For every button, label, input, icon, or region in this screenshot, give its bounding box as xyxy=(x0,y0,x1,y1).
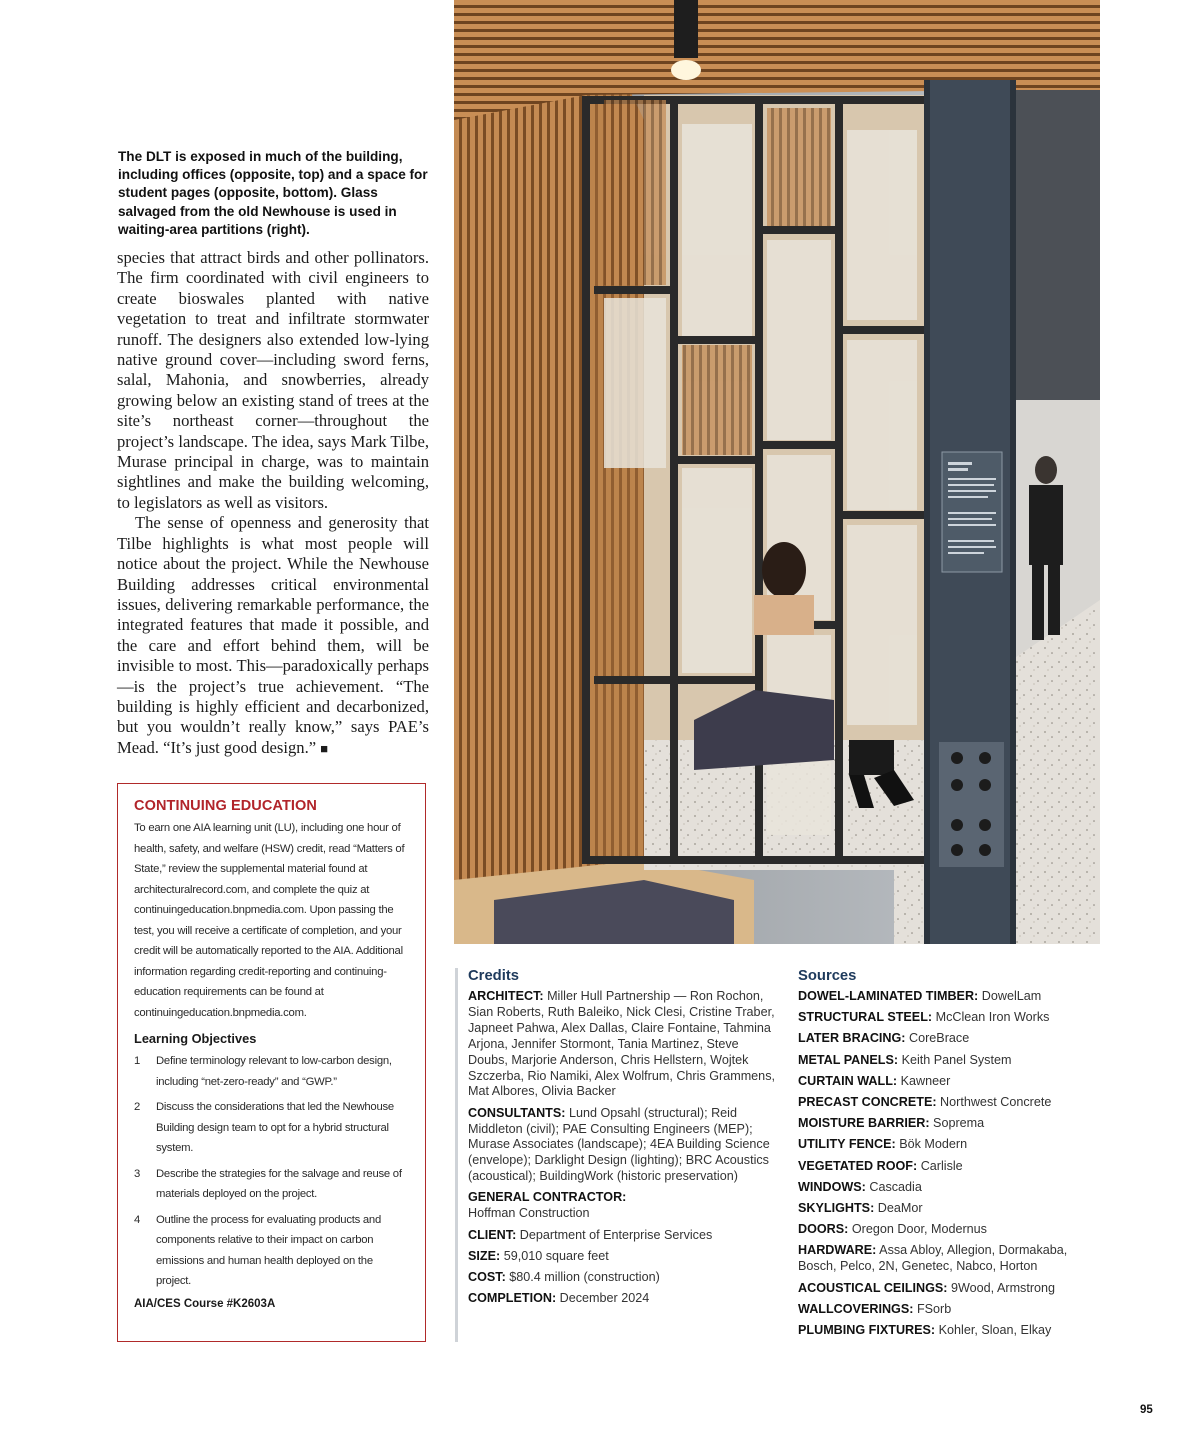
credit-label: SIZE: xyxy=(468,1248,501,1263)
source-label: WALLCOVERINGS: xyxy=(798,1301,914,1316)
page-number: 95 xyxy=(1140,1404,1153,1416)
objective-number: 4 xyxy=(134,1213,141,1226)
source-entry xyxy=(798,1302,1098,1318)
objective-text: Describe the strategies for the salvage and reuse of materials deployed on the project. xyxy=(156,1167,402,1200)
credit-label: COMPLETION: xyxy=(468,1291,557,1306)
credit-entry xyxy=(468,1106,780,1186)
credit-value: Department of Enterprise Services xyxy=(519,1227,713,1242)
objective-number: 3 xyxy=(134,1167,141,1180)
source-label: ACOUSTICAL CEILINGS: xyxy=(798,1280,948,1295)
source-value: Kawneer xyxy=(900,1073,951,1088)
source-label: VEGETATED ROOF: xyxy=(798,1158,918,1173)
credit-entry xyxy=(468,1270,780,1286)
objective-text: Define terminology relevant to low-carbon design, including “net-zero-ready” and “GWP.” xyxy=(156,1055,392,1088)
source-label: UTILITY FENCE: xyxy=(798,1137,896,1152)
source-value: FSorb xyxy=(916,1301,952,1316)
continuing-education-box xyxy=(117,783,426,1342)
source-entry xyxy=(798,1137,1098,1153)
source-entry xyxy=(798,1095,1098,1111)
source-label: STRUCTURAL STEEL: xyxy=(798,1010,933,1025)
credit-value: Hoffman Construction xyxy=(468,1206,590,1221)
objective-text: Outline the process for evaluating products and components relative to their impact on carbon emissions and human health deployed on the project. xyxy=(156,1213,381,1287)
learning-objectives-title: Learning Objectives xyxy=(134,1031,257,1046)
credit-value: $80.4 million (construction) xyxy=(509,1269,660,1284)
credit-entry xyxy=(468,1228,780,1244)
objective-number: 1 xyxy=(134,1055,141,1067)
source-entry xyxy=(798,1074,1098,1090)
credit-label: CONSULTANTS: xyxy=(468,1105,566,1120)
source-entry xyxy=(798,1281,1098,1297)
credits-section xyxy=(455,968,780,1342)
credit-entry xyxy=(468,1249,780,1265)
credit-label: ARCHITECT: xyxy=(468,989,544,1003)
source-entry xyxy=(798,1053,1098,1069)
source-value: Assa Abloy, Allegion, Dormakaba, Bosch, Pelco, 2N, Genetec, Nabco, Horton xyxy=(798,1243,1068,1274)
source-entry xyxy=(798,1323,1098,1339)
body-paragraph-2 xyxy=(117,513,429,759)
objective-item xyxy=(134,1164,409,1205)
source-value: Oregon Door, Modernus xyxy=(851,1222,987,1237)
source-value: Kohler, Sloan, Elkay xyxy=(938,1322,1052,1337)
sources-section xyxy=(798,968,1098,1344)
source-entry xyxy=(798,1243,1098,1275)
learning-objectives-list xyxy=(134,1051,409,1292)
source-value: Keith Panel System xyxy=(901,1052,1012,1067)
body-paragraph-2-text: The sense of openness and generosity that Tilbe highlights is what most people will notice about the project. While the Newhouse Building addresses critical environmental issues, delivering remarkable performance, the integrated features that made it possible, and the care and effort behind them, will be invisible to most. This—paradoxically perhaps—is the project’s true achievement. “The building is highly efficient and decarbonized, but you wouldn’t really know,” says PAE’s Mead. “It’s just good design.” xyxy=(117,513,429,757)
source-label: MOISTURE BARRIER: xyxy=(798,1116,930,1131)
source-value: Cascadia xyxy=(869,1179,922,1194)
credit-value: December 2024 xyxy=(559,1291,650,1306)
objective-item xyxy=(134,1097,409,1159)
credit-entry xyxy=(468,1190,780,1222)
source-label: CURTAIN WALL: xyxy=(798,1073,898,1088)
source-label: SKYLIGHTS: xyxy=(798,1201,875,1216)
source-value: DeaMor xyxy=(877,1201,923,1216)
credit-value: Miller Hull Partnership — Ron Rochon, Sian Roberts, Ruth Baleiko, Nick Clesi, Cristine Traber, Japneet Pahwa, Alex Dallas, Claire Fontaine, Tahmina Arjona, Jennifer Stormont, Tania Martinez, Steve Doubs, Marjorie Anderson, Chris Hellstern, Wojtek Szczerba, Rio Namiki, Alex Wolfrum, Chris Grammens, Mat Albores, Olivia Backer xyxy=(468,989,775,1099)
credit-label: CLIENT: xyxy=(468,1227,517,1242)
source-label: LATER BRACING: xyxy=(798,1031,906,1046)
source-value: Carlisle xyxy=(920,1158,963,1173)
end-mark-icon: ■ xyxy=(320,740,329,756)
interior-photo xyxy=(454,0,1100,944)
source-value: DowelLam xyxy=(981,989,1042,1003)
credit-value: Lund Opsahl (structural); Reid Middleton (civil); PAE Consulting Engineers (MEP); Murase Associates (landscape); 4EA Building Science (envelope); Darklight Design (lighting); BRC Acoustics (acoustical); BuildingWork (historic preservation) xyxy=(468,1105,770,1184)
source-label: DOORS: xyxy=(798,1222,849,1237)
source-value: 9Wood, Armstrong xyxy=(951,1280,1056,1295)
source-value: CoreBrace xyxy=(909,1031,970,1046)
credit-entry xyxy=(468,989,780,1100)
source-entry xyxy=(798,1116,1098,1132)
source-value: Northwest Concrete xyxy=(940,1095,1052,1110)
source-label: HARDWARE: xyxy=(798,1243,877,1258)
objective-item xyxy=(134,1210,409,1292)
source-label: PRECAST CONCRETE: xyxy=(798,1095,937,1110)
photo-caption: The DLT is exposed in much of the building, including offices (opposite, top) and a space for student pages (opposite, bottom). Glass salvaged from the old Newhouse is used in waiting-area partitions (right). xyxy=(118,149,428,237)
credits-title: Credits xyxy=(468,968,519,984)
credit-entry xyxy=(468,1291,780,1307)
credit-label: COST: xyxy=(468,1269,506,1284)
article-body xyxy=(117,248,429,759)
source-label: METAL PANELS: xyxy=(798,1052,899,1067)
source-entry xyxy=(798,1159,1098,1175)
source-value: Bök Modern xyxy=(899,1137,968,1152)
source-label: WINDOWS: xyxy=(798,1179,866,1194)
source-entry xyxy=(798,1222,1098,1238)
objective-number: 2 xyxy=(134,1101,141,1113)
source-entry xyxy=(798,1031,1098,1047)
source-entry xyxy=(798,1201,1098,1217)
source-entry xyxy=(798,989,1098,1005)
source-value: Soprema xyxy=(933,1116,985,1131)
source-value: McClean Iron Works xyxy=(935,1010,1050,1025)
credit-label: GENERAL CONTRACTOR: xyxy=(468,1190,627,1205)
source-label: DOWEL-LAMINATED TIMBER: xyxy=(798,989,979,1003)
credit-value: 59,010 square feet xyxy=(503,1248,609,1263)
ce-title: CONTINUING EDUCATION xyxy=(134,798,317,814)
ce-intro: To earn one AIA learning unit (LU), including one hour of health, safety, and welfare (HSW) credit, read “Matters of State,” review the supplemental material found at architecturalrecord.com, and complete the quiz at continuingeducation.bnpmedia.com. Upon passing the test, you will receive a certificate of completion, and your credit will be automatically reported to the AIA. Additional information regarding credit-reporting and continuing-education requirements can be found at continuingeducation.bnpmedia.com. xyxy=(134,822,405,1019)
body-paragraph-1: species that attract birds and other pollinators. The firm coordinated with civil engineers to create bioswales planted with native vegetation to treat and infiltrate stormwater runoff. The designers also extended low-lying native ground cover—including sword ferns, salal, Mahonia, and snowberries, already growing below an existing stand of trees at the site’s northeast corner—throughout the project’s landscape. The idea, says Mark Tilbe, Murase principal in charge, was to maintain sightlines and make the building welcoming, to legislators as well as visitors. xyxy=(117,248,429,512)
interior-photo-illustration xyxy=(454,0,1100,944)
objective-item xyxy=(134,1051,409,1092)
ce-course-number: AIA/CES Course #K2603A xyxy=(134,1297,276,1310)
objective-text: Discuss the considerations that led the Newhouse Building design team to opt for a hybrid structural system. xyxy=(156,1101,394,1154)
source-label: PLUMBING FIXTURES: xyxy=(798,1322,936,1337)
source-entry xyxy=(798,1180,1098,1196)
sources-title: Sources xyxy=(798,968,857,984)
source-entry xyxy=(798,1010,1098,1026)
